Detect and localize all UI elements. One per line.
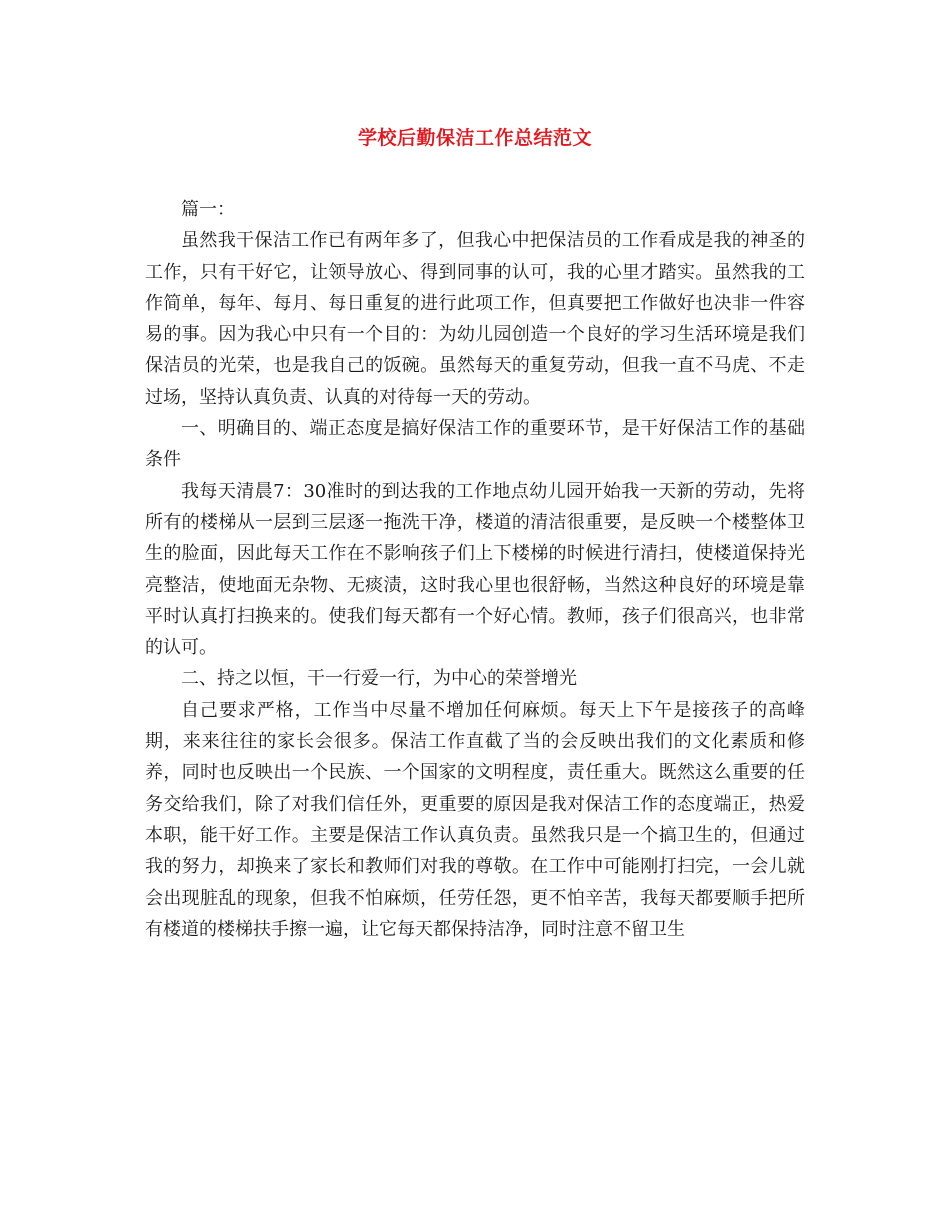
document-title: 学校后勤保洁工作总结范文 <box>357 127 592 149</box>
paragraph-daily-routine: 我每天清晨7：30准时的到达我的工作地点幼儿园开始我一天新的劳动，先将所有的楼梯从一层到三层逐一拖洗干净，楼道的清洁很重要，是反映一个楼整体卫生的脸面，因此每天工作在不影响孩子们上下楼梯的时候进行清扫，使楼道保持光亮整洁，使地面无杂物、无痰渍，这时我心里也很舒畅，当然这种良好的环境是靠平时认真打扫换来的。使我们每天都有一个好心情。教师，孩子们很高兴，也非常的认可。 <box>145 480 805 659</box>
section-heading-one: 一、明确目的、端正态度是搞好保洁工作的重要环节，是干好保洁工作的基础条件 <box>145 418 805 471</box>
paragraph-intro: 虽然我干保洁工作已有两年多了，但我心中把保洁员的工作看成是我的神圣的工作，只有干好它，让领导放心、得到同事的认可，我的心里才踏实。虽然我的工作简单，每年、每月、每日重复的进行此项工作，但真要把工作做好也决非一件容易的事。因为我心中只有一个目的：为幼儿园创造一个良好的学习生活环境是我们保洁员的光荣，也是我自己的饭碗。虽然每天的重复劳动，但我一直不马虎、不走过场，坚持认真负责、认真的对待每一天的劳动。 <box>145 230 805 408</box>
paragraph-heading-part-one: 篇一： <box>181 199 235 220</box>
section-heading-two: 二、持之以恒，干一行爱一行，为中心的荣誉增光 <box>181 668 577 690</box>
paragraph-responsibility: 自己要求严格，工作当中尽量不增加任何麻烦。每天上下午是接孩子的高峰期，来来往往的家长会很多。保洁工作直截了当的会反映出我们的文化素质和修养，同时也反映出一个民族、一个国家的文明程度，责任重大。既然这么重要的任务交给我们，除了对我们信任外，更重要的原因是我对保洁工作的态度端正，热爱本职，能干好工作。主要是保洁工作认真负责。虽然我只是一个搞卫生的，但通过我的努力，却换来了家长和教师们对我的尊敬。在工作中可能刚打扫完，一会儿就会出现脏乱的现象，但我不怕麻烦，任劳任怨，更不怕辛苦，我每天都要顺手把所有楼道的楼梯扶手擦一遍，让它每天都保持洁净，同时注意不留卫生 <box>145 699 805 940</box>
document-body <box>145 194 805 945</box>
